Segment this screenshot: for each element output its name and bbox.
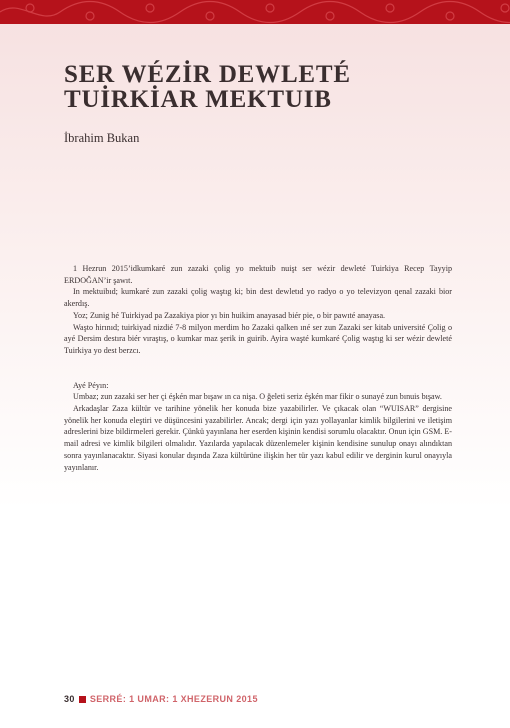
article-title-line-2: TUİRKİAR MEKTUIB (64, 86, 332, 113)
body-paragraph: Ayé Péyın: (73, 380, 109, 390)
decorative-header-band (0, 0, 510, 24)
body-paragraph: Waşto hirınıd; tuirkiyad nizdié 7-8 milyon merdim ho Zazaki qalken ıné ser zun Zazaki ser kitab université Çolig o ayé Dersim destıra biér vıraştış, o kumkar maz şerik in guirib. Ayira waşté kumkaré Çolig waştıg ki ser wézir dewleté Tuirkiya yo dest berzcı. (64, 322, 452, 355)
article-body (64, 263, 452, 473)
body-paragraph: 1 Hezrun 2015’idkumkaré zun zazaki çolig yo mektuib nuişt ser wézir dewleté Tuirkiya Recep Tayyip ERDOĞAN’ir şawıt. (64, 264, 452, 285)
body-paragraph: In mektuibıd; kumkaré zun zazaki çolig waştıg ki; bin dest dewletıd yo radyo o yo televizyon qenal zazaki bior akerdış. (64, 287, 452, 309)
issue-info: SERRÉ: 1 UMAR: 1 XHEZERUN 2015 (89, 694, 258, 704)
body-paragraph: Arkadaşlar Zaza kültür ve tarihine yönelik her konuda bize yazabilirler. Ve çıkacak olan “WUISAR” dergisine yönelik her konuda eleştiri ve düşüncesini yazabilirler. Ancak; dergi için yazı yollayanlar kimlik bilgilerini ve iletişim adreslerini bize bildirmeleri gerekir. Çünkü yayınlana her eserden kişinin kendisi sorumlu olacaktır. Onun için GSM. E-mail adresi ve kimlik bilgileri olmalıdır. Yazılarda yapılacak düzenlemeler kişinin kendisine sunulup onayı alındıktan sonra yayınlanacaktır. Siyasi konular dışında Zaza kültürüne ilişkin her tür yazı kabul edilir ve derginin kurul onayıyla yayınlanır. (64, 404, 452, 472)
article-title-line-1: SER WÉZİR DEWLETÉ (64, 61, 351, 88)
article-author: İbrahim Bukan (64, 131, 140, 145)
article-title (64, 62, 484, 112)
page-number: 30 (64, 694, 75, 704)
body-paragraph: Yoz; Zunig hé Tuirkiyad pa Zazakiya pior yı bin huikim anayasad biér pie, o bir pawıté anayasa. (73, 310, 386, 320)
footer-square-icon (79, 696, 86, 703)
ornament-pattern-icon (0, 0, 510, 24)
page-footer (64, 694, 258, 704)
body-paragraph: Umbaz; zun zazaki ser her çi éşkén mar bışaw ın ca nişa. O ğeleti seriz éşkén mar fikir o sunayé zun bınuis bışaw. (73, 392, 442, 402)
